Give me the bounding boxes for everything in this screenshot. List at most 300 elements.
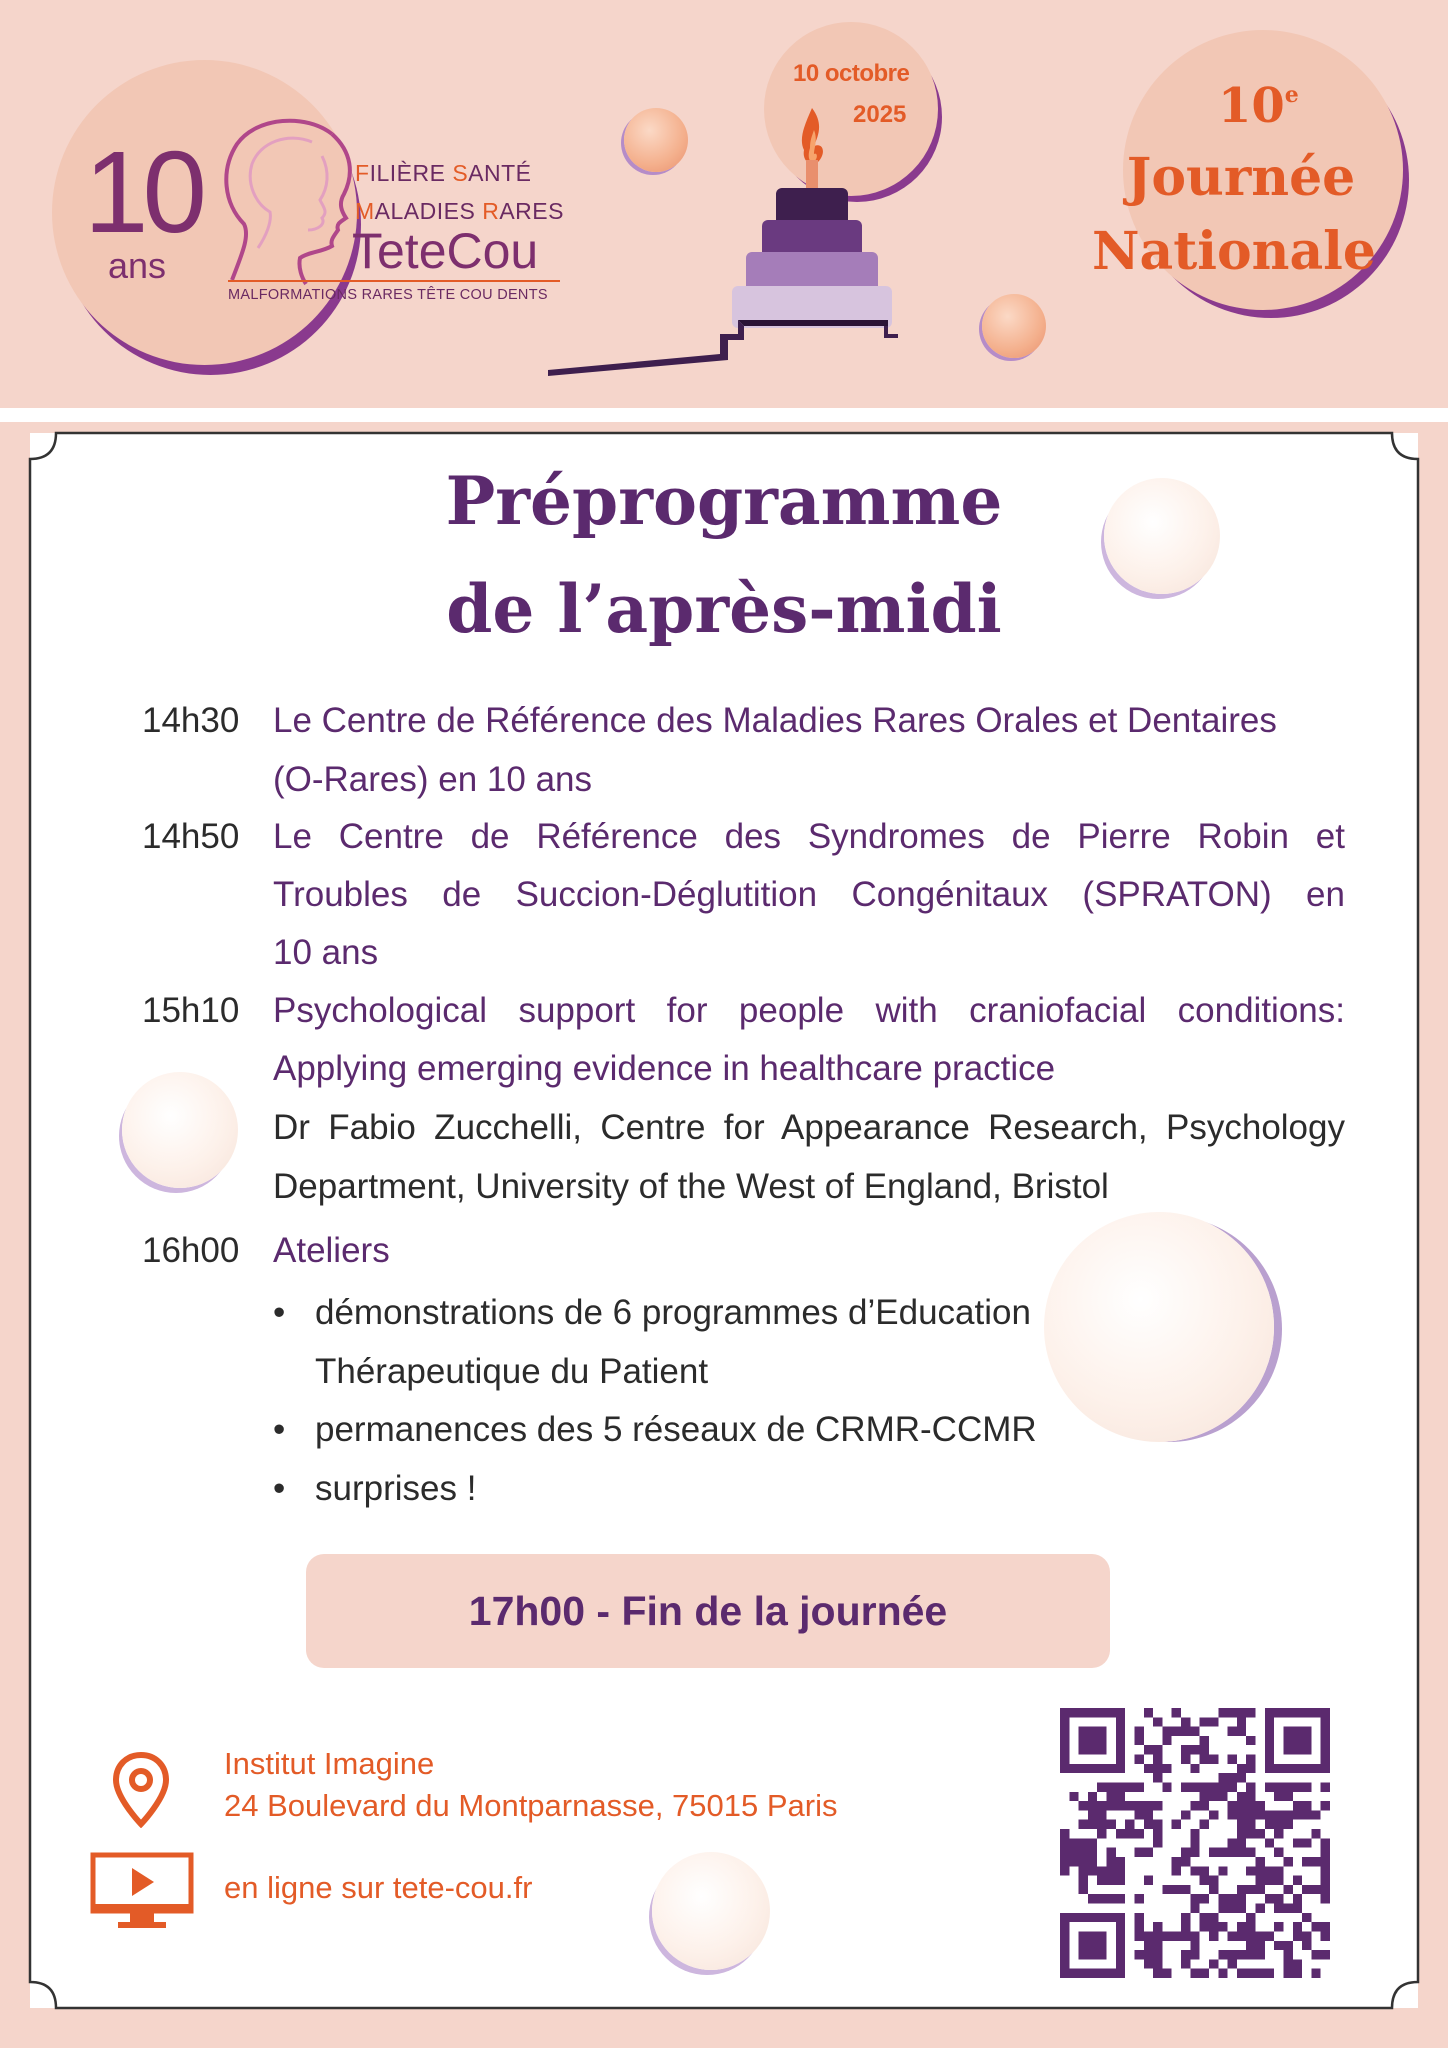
qr-module — [1209, 1922, 1218, 1931]
qr-module — [1283, 1969, 1292, 1978]
qr-module — [1125, 1829, 1134, 1838]
qr-module — [1302, 1736, 1311, 1745]
qr-module — [1209, 1913, 1218, 1922]
qr-module — [1321, 1717, 1330, 1726]
qr-module — [1274, 1708, 1283, 1717]
qr-module — [1079, 1736, 1088, 1745]
qr-module — [1069, 1708, 1078, 1717]
qr-module — [1209, 1931, 1218, 1940]
qr-module — [1237, 1708, 1246, 1717]
qr-module — [1116, 1755, 1125, 1764]
qr-module — [1265, 1745, 1274, 1754]
page-title-line1: Préprogramme — [445, 462, 1003, 540]
qr-module — [1181, 1931, 1190, 1940]
qr-module — [1256, 1969, 1265, 1978]
qr-module — [1256, 1810, 1265, 1819]
qr-module — [1116, 1857, 1125, 1866]
qr-module — [1153, 1745, 1162, 1754]
qr-module — [1162, 1782, 1171, 1791]
qr-module — [1172, 1820, 1181, 1829]
qr-module — [1265, 1876, 1274, 1885]
qr-module — [1265, 1717, 1274, 1726]
qr-module — [1237, 1717, 1246, 1726]
qr-module — [1097, 1782, 1106, 1791]
qr-module — [1088, 1931, 1097, 1940]
qr-module — [1088, 1745, 1097, 1754]
qr-module — [1302, 1745, 1311, 1754]
brand-name: TeteCou — [352, 223, 539, 279]
qr-module — [1060, 1755, 1069, 1764]
program-item-title: Psychological support for people with craniofacial conditions: — [273, 991, 1345, 1030]
qr-module — [1302, 1857, 1311, 1866]
qr-module — [1172, 1885, 1181, 1894]
atelier-text: surprises ! — [315, 1469, 477, 1508]
qr-module — [1218, 1782, 1227, 1791]
qr-module — [1079, 1950, 1088, 1959]
qr-module — [1190, 1904, 1199, 1913]
qr-module — [1107, 1876, 1116, 1885]
qr-module — [1283, 1885, 1292, 1894]
qr-module — [1293, 1764, 1302, 1773]
qr-module — [1069, 1838, 1078, 1847]
qr-module — [1274, 1764, 1283, 1773]
qr-module — [1265, 1764, 1274, 1773]
qr-module — [1218, 1848, 1227, 1857]
qr-module — [1237, 1848, 1246, 1857]
qr-module — [1088, 1736, 1097, 1745]
decorative-bubble — [122, 1072, 238, 1188]
program-time: 15h10 — [142, 991, 240, 1030]
qr-module — [1256, 1904, 1265, 1913]
brand-subtitle: MALFORMATIONS RARES TÊTE COU DENTS — [228, 287, 548, 303]
program-item-title: (O-Rares) en 10 ans — [273, 760, 593, 799]
qr-module — [1172, 1857, 1181, 1866]
qr-module — [1125, 1782, 1134, 1791]
qr-module — [1153, 1717, 1162, 1726]
qr-module — [1107, 1848, 1116, 1857]
qr-module — [1190, 1745, 1199, 1754]
program-item-title: Le Centre de Référence des Maladies Rares Orales et Dentaires — [273, 701, 1277, 740]
qr-module — [1237, 1894, 1246, 1903]
qr-module — [1283, 1820, 1292, 1829]
qr-module — [1116, 1727, 1125, 1736]
qr-module — [1060, 1866, 1069, 1875]
qr-module — [1321, 1885, 1330, 1894]
qr-module — [1107, 1792, 1116, 1801]
qr-module — [1246, 1941, 1255, 1950]
qr-module — [1200, 1922, 1209, 1931]
qr-module — [1200, 1913, 1209, 1922]
qr-module — [1246, 1848, 1255, 1857]
qr-module — [1293, 1801, 1302, 1810]
qr-module — [1209, 1810, 1218, 1819]
qr-module — [1079, 1885, 1088, 1894]
qr-module — [1190, 1866, 1199, 1875]
qr-module — [1190, 1829, 1199, 1838]
qr-module — [1060, 1913, 1069, 1922]
qr-module — [1200, 1876, 1209, 1885]
qr-module — [1228, 1708, 1237, 1717]
qr-module — [1283, 1950, 1292, 1959]
qr-module — [1293, 1922, 1302, 1931]
qr-module — [1097, 1876, 1106, 1885]
qr-module — [1079, 1820, 1088, 1829]
qr-module — [1265, 1838, 1274, 1847]
venue-name: Institut Imagine — [224, 1746, 435, 1781]
qr-module — [1181, 1782, 1190, 1791]
qr-module — [1079, 1727, 1088, 1736]
qr-module — [1246, 1829, 1255, 1838]
filiere-line2-part2: ARES — [499, 198, 564, 224]
qr-module — [1134, 1848, 1143, 1857]
qr-module — [1311, 1708, 1320, 1717]
qr-module — [1237, 1904, 1246, 1913]
qr-module — [1237, 1969, 1246, 1978]
qr-code[interactable] — [1060, 1708, 1330, 1978]
qr-module — [1060, 1708, 1069, 1717]
qr-module — [1088, 1810, 1097, 1819]
qr-module — [1246, 1801, 1255, 1810]
video-screen-icon — [90, 1852, 194, 1932]
qr-module — [1116, 1959, 1125, 1968]
qr-module — [1200, 1866, 1209, 1875]
qr-module — [1321, 1857, 1330, 1866]
qr-module — [1097, 1866, 1106, 1875]
qr-module — [1181, 1913, 1190, 1922]
qr-module — [1237, 1801, 1246, 1810]
qr-module — [1246, 1885, 1255, 1894]
qr-module — [1116, 1745, 1125, 1754]
qr-module — [1134, 1894, 1143, 1903]
qr-module — [1116, 1801, 1125, 1810]
qr-module — [1060, 1922, 1069, 1931]
qr-module — [1097, 1913, 1106, 1922]
journee-subtitle: Nationale — [1092, 221, 1377, 282]
qr-module — [1069, 1969, 1078, 1978]
qr-module — [1069, 1792, 1078, 1801]
program-item-title: Troubles de Succion-Déglutition Congénitaux (SPRATON) en — [273, 875, 1345, 914]
qr-module — [1293, 1810, 1302, 1819]
qr-module — [1209, 1782, 1218, 1791]
qr-module — [1088, 1801, 1097, 1810]
qr-module — [1200, 1717, 1209, 1726]
qr-module — [1097, 1820, 1106, 1829]
qr-module — [1237, 1885, 1246, 1894]
qr-module — [1237, 1810, 1246, 1819]
logo-ans: ans — [108, 245, 167, 286]
qr-module — [1274, 1810, 1283, 1819]
qr-module — [1069, 1913, 1078, 1922]
qr-module — [1321, 1876, 1330, 1885]
qr-module — [1079, 1838, 1088, 1847]
qr-module — [1144, 1941, 1153, 1950]
qr-module — [1079, 1969, 1088, 1978]
atelier-text: Thérapeutique du Patient — [315, 1352, 709, 1391]
qr-module — [1265, 1782, 1274, 1791]
qr-module — [1060, 1857, 1069, 1866]
qr-module — [1311, 1922, 1320, 1931]
qr-module — [1060, 1829, 1069, 1838]
qr-module — [1107, 1894, 1116, 1903]
qr-module — [1237, 1950, 1246, 1959]
qr-module — [1144, 1931, 1153, 1940]
qr-module — [1321, 1838, 1330, 1847]
qr-module — [1162, 1727, 1171, 1736]
qr-module — [1079, 1848, 1088, 1857]
qr-module — [1246, 1922, 1255, 1931]
qr-module — [1200, 1820, 1209, 1829]
qr-module — [1116, 1736, 1125, 1745]
qr-module — [1162, 1885, 1171, 1894]
qr-module — [1116, 1913, 1125, 1922]
qr-module — [1097, 1708, 1106, 1717]
qr-module — [1321, 1782, 1330, 1791]
qr-module — [1321, 1931, 1330, 1940]
qr-module — [1060, 1736, 1069, 1745]
qr-module — [1162, 1969, 1171, 1978]
qr-module — [1302, 1708, 1311, 1717]
qr-module — [1060, 1745, 1069, 1754]
qr-module — [1116, 1876, 1125, 1885]
qr-module — [1190, 1894, 1199, 1903]
qr-module — [1134, 1782, 1143, 1791]
qr-module — [1283, 1904, 1292, 1913]
qr-module — [1060, 1848, 1069, 1857]
qr-module — [1237, 1820, 1246, 1829]
qr-module — [1079, 1764, 1088, 1773]
qr-module — [1256, 1829, 1265, 1838]
qr-module — [1153, 1755, 1162, 1764]
qr-module — [1097, 1969, 1106, 1978]
qr-module — [1116, 1941, 1125, 1950]
qr-module — [1190, 1950, 1199, 1959]
qr-module — [1088, 1866, 1097, 1875]
qr-module — [1237, 1773, 1246, 1782]
qr-module — [1181, 1727, 1190, 1736]
qr-module — [1283, 1736, 1292, 1745]
journee-edition-number: 10 — [1218, 78, 1285, 134]
qr-module — [1134, 1727, 1143, 1736]
program-time: 14h50 — [142, 817, 240, 856]
qr-module — [1246, 1755, 1255, 1764]
qr-module — [1153, 1801, 1162, 1810]
qr-module — [1237, 1922, 1246, 1931]
filiere-line2-cap1: M — [355, 198, 375, 224]
qr-module — [1274, 1894, 1283, 1903]
qr-module — [1274, 1941, 1283, 1950]
qr-module — [1209, 1876, 1218, 1885]
qr-module — [1321, 1801, 1330, 1810]
qr-module — [1246, 1969, 1255, 1978]
qr-module — [1088, 1764, 1097, 1773]
qr-module — [1321, 1866, 1330, 1875]
qr-module — [1283, 1810, 1292, 1819]
qr-module — [1088, 1848, 1097, 1857]
qr-module — [1181, 1857, 1190, 1866]
qr-module — [1274, 1876, 1283, 1885]
qr-module — [1321, 1894, 1330, 1903]
qr-module — [1116, 1792, 1125, 1801]
qr-module — [1311, 1950, 1320, 1959]
qr-module — [1181, 1922, 1190, 1931]
qr-module — [1228, 1931, 1237, 1940]
bullet: • — [273, 1410, 286, 1449]
qr-module — [1228, 1950, 1237, 1959]
program-time: 14h30 — [142, 701, 240, 740]
qr-module — [1302, 1727, 1311, 1736]
qr-module — [1283, 1764, 1292, 1773]
qr-module — [1190, 1782, 1199, 1791]
qr-module — [1200, 1792, 1209, 1801]
qr-module — [1218, 1922, 1227, 1931]
qr-module — [1218, 1773, 1227, 1782]
qr-module — [1060, 1941, 1069, 1950]
qr-module — [1228, 1894, 1237, 1903]
qr-module — [1293, 1727, 1302, 1736]
qr-module — [1237, 1829, 1246, 1838]
qr-module — [1097, 1894, 1106, 1903]
qr-module — [1256, 1950, 1265, 1959]
qr-module — [1116, 1866, 1125, 1875]
qr-module — [1107, 1857, 1116, 1866]
qr-module — [1246, 1810, 1255, 1819]
qr-module — [1321, 1848, 1330, 1857]
filiere-line1-part1: ILIÈRE — [369, 160, 453, 186]
qr-module — [1088, 1792, 1097, 1801]
qr-module — [1116, 1922, 1125, 1931]
program-item-title: Ateliers — [273, 1231, 390, 1270]
qr-module — [1107, 1782, 1116, 1791]
qr-module — [1293, 1969, 1302, 1978]
qr-module — [1302, 1764, 1311, 1773]
page-title-line2: de l’après-midi — [446, 570, 1002, 648]
qr-module — [1116, 1717, 1125, 1726]
qr-module — [1116, 1782, 1125, 1791]
qr-module — [1107, 1764, 1116, 1773]
qr-module — [1274, 1904, 1283, 1913]
qr-module — [1293, 1876, 1302, 1885]
qr-module — [1321, 1922, 1330, 1931]
qr-module — [1181, 1848, 1190, 1857]
qr-module — [1228, 1801, 1237, 1810]
qr-module — [1162, 1764, 1171, 1773]
qr-module — [1237, 1792, 1246, 1801]
qr-module — [1265, 1727, 1274, 1736]
qr-module — [1265, 1969, 1274, 1978]
qr-module — [1246, 1792, 1255, 1801]
qr-module — [1293, 1782, 1302, 1791]
qr-module — [1228, 1810, 1237, 1819]
qr-module — [1153, 1969, 1162, 1978]
qr-module — [1153, 1838, 1162, 1847]
qr-module — [1246, 1866, 1255, 1875]
qr-module — [1172, 1727, 1181, 1736]
qr-module — [1274, 1922, 1283, 1931]
qr-module — [1293, 1745, 1302, 1754]
qr-module — [1302, 1913, 1311, 1922]
qr-module — [1228, 1904, 1237, 1913]
qr-module — [1153, 1773, 1162, 1782]
qr-module — [1153, 1829, 1162, 1838]
qr-module — [1321, 1745, 1330, 1754]
qr-module — [1256, 1866, 1265, 1875]
qr-module — [1079, 1866, 1088, 1875]
qr-module — [1265, 1755, 1274, 1764]
qr-module — [1228, 1848, 1237, 1857]
qr-module — [1209, 1885, 1218, 1894]
qr-module — [1079, 1801, 1088, 1810]
filiere-line1-cap2: S — [452, 160, 469, 186]
event-date-year: 2025 — [853, 101, 907, 128]
qr-module — [1097, 1764, 1106, 1773]
qr-module — [1302, 1931, 1311, 1940]
qr-module — [1200, 1894, 1209, 1903]
qr-module — [1125, 1820, 1134, 1829]
qr-module — [1256, 1857, 1265, 1866]
qr-module — [1088, 1894, 1097, 1903]
qr-module — [1088, 1820, 1097, 1829]
qr-module — [1218, 1708, 1227, 1717]
qr-module — [1283, 1857, 1292, 1866]
qr-module — [1088, 1950, 1097, 1959]
qr-module — [1228, 1838, 1237, 1847]
qr-module — [1228, 1755, 1237, 1764]
qr-module — [1181, 1717, 1190, 1726]
qr-module — [1302, 1782, 1311, 1791]
qr-module — [1200, 1736, 1209, 1745]
program-time: 16h00 — [142, 1231, 240, 1270]
qr-module — [1097, 1931, 1106, 1940]
qr-module — [1134, 1950, 1143, 1959]
qr-module — [1246, 1764, 1255, 1773]
qr-module — [1265, 1931, 1274, 1940]
qr-module — [1293, 1959, 1302, 1968]
qr-module — [1181, 1950, 1190, 1959]
qr-module — [1069, 1857, 1078, 1866]
qr-module — [1237, 1931, 1246, 1940]
qr-module — [1088, 1969, 1097, 1978]
qr-module — [1302, 1801, 1311, 1810]
qr-module — [1134, 1922, 1143, 1931]
qr-module — [1079, 1857, 1088, 1866]
qr-module — [1181, 1755, 1190, 1764]
qr-module — [1237, 1727, 1246, 1736]
bullet: • — [273, 1469, 286, 1508]
qr-module — [1283, 1792, 1292, 1801]
online-link[interactable]: en ligne sur tete-cou.fr — [224, 1870, 533, 1905]
qr-module — [1246, 1708, 1255, 1717]
qr-module — [1144, 1959, 1153, 1968]
qr-module — [1162, 1736, 1171, 1745]
qr-module — [1153, 1959, 1162, 1968]
qr-module — [1302, 1810, 1311, 1819]
qr-module — [1311, 1885, 1320, 1894]
qr-module — [1116, 1894, 1125, 1903]
qr-module — [1181, 1810, 1190, 1819]
qr-module — [1134, 1736, 1143, 1745]
qr-module — [1218, 1969, 1227, 1978]
qr-module — [1246, 1782, 1255, 1791]
qr-module — [1274, 1820, 1283, 1829]
qr-module — [1144, 1950, 1153, 1959]
qr-module — [1088, 1941, 1097, 1950]
qr-module — [1079, 1708, 1088, 1717]
qr-module — [1190, 1941, 1199, 1950]
event-date-day: 10 octobre — [793, 60, 910, 87]
qr-module — [1256, 1941, 1265, 1950]
qr-module — [1116, 1950, 1125, 1959]
qr-module — [1190, 1838, 1199, 1847]
